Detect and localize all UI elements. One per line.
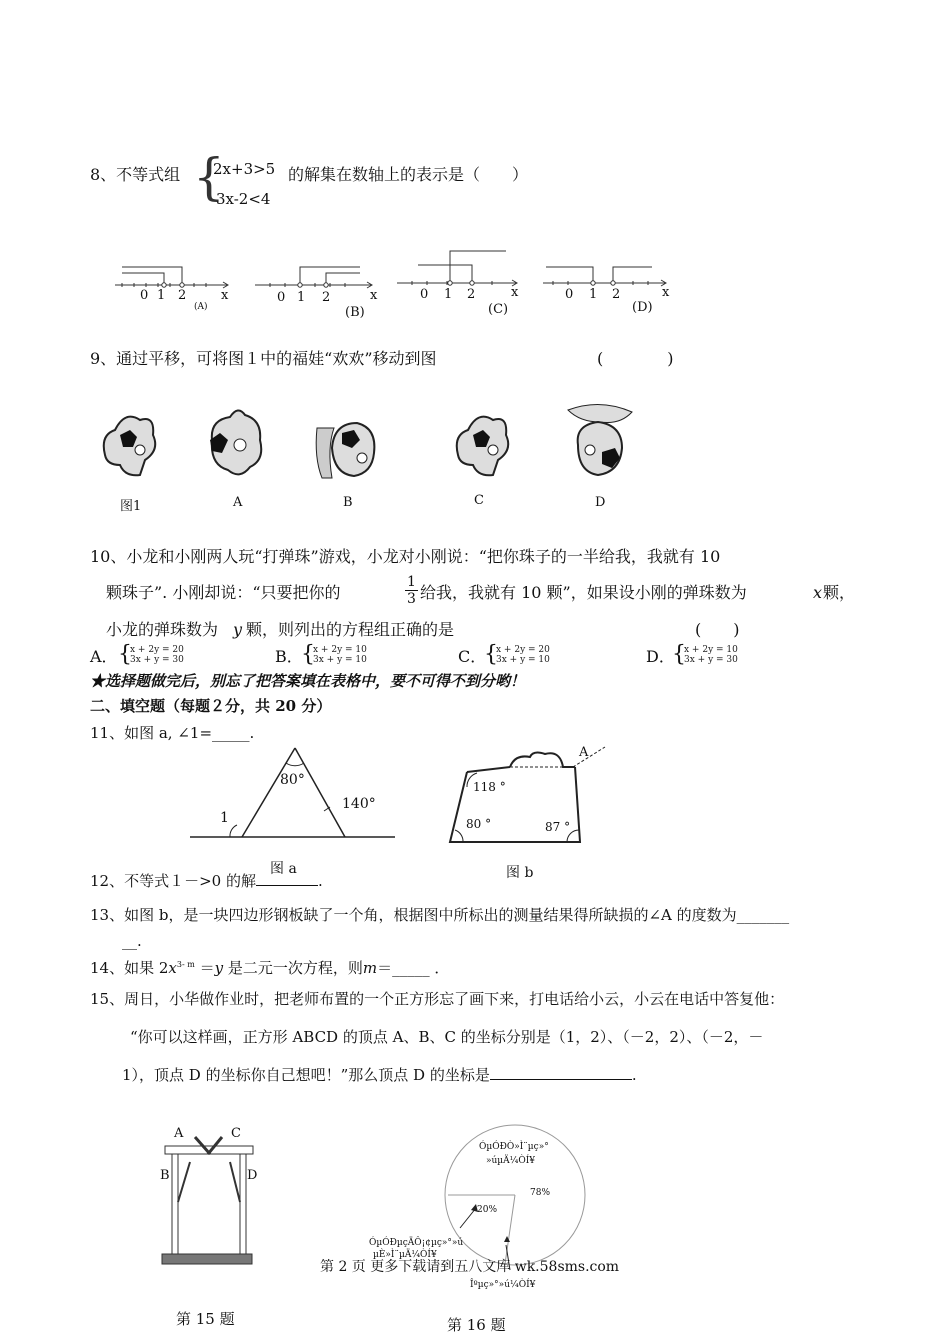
q12-text: [90, 870, 323, 892]
q10-line3b: 颗，则列出的方程组正确的是: [246, 620, 455, 639]
q10-line2a: 颗珠子”. 小刚却说：“只要把你的: [106, 583, 341, 602]
fig15-label-d: D: [247, 1168, 258, 1183]
q10-opt-b-label: B．: [275, 647, 303, 666]
q10-fraction: [405, 574, 418, 607]
q15-line3: [122, 1064, 637, 1086]
pie-label-bottom: Îºµç»°»ú¼ÒÍ¥: [470, 1280, 536, 1290]
q8-b-tick1: 1: [297, 290, 306, 305]
q10-frac-den: 3: [407, 591, 416, 607]
q8-c-tick2: 2: [467, 287, 476, 302]
q8-c-axis: x: [511, 285, 519, 300]
q10-var-y: y: [233, 620, 243, 639]
q9-label-c: C: [474, 493, 484, 508]
fig-a-angle-1: 1: [220, 810, 229, 826]
q13-text: 13、如图 b，是一块四边形钢板缺了一个角，根据图中所标出的测量结果得所缺损的∠A 的度数为_______: [90, 906, 790, 924]
q8-d-axis: x: [662, 285, 670, 300]
q8-prefix: 8、不等式组: [90, 165, 181, 184]
q12-tail: .: [317, 872, 323, 890]
q14-exponent: 3- m: [176, 960, 195, 969]
q14-end: ＝_____ ．: [377, 959, 450, 977]
pie-title-line2: »úµÄ¼ÒÍ¥: [486, 1156, 536, 1166]
q10-line2c: 颗，: [823, 583, 856, 602]
q9-label-fig1: 图1: [120, 499, 142, 514]
fuwa-a: [200, 405, 270, 485]
q10-opt-b-eq1: x + 2y = 10: [313, 645, 367, 655]
q10-line3a: 小龙的弹珠数为: [106, 620, 219, 639]
fig-b-angle-118: 118 °: [473, 780, 506, 794]
q8-ineq1: 2x+3>5: [213, 160, 276, 178]
pie-title-line1: ÓµÓÐÒ»Ì¨µç»°: [479, 1142, 549, 1152]
q12-label: 12、不等式１－>0 的解: [90, 872, 256, 890]
fig-a-angle-80: 80°: [280, 772, 305, 788]
q8-d-label: (D): [632, 300, 653, 315]
q9-paren: ( ): [597, 349, 674, 368]
q10-opt-d-label: D．: [646, 647, 675, 666]
numberline-a: [110, 245, 240, 320]
q10-line2b: 给我，我就有 10 颗”，如果设小刚的弹珠数为: [420, 583, 747, 602]
q8-suffix: 的解集在数轴上的表示是（ ）: [288, 165, 529, 184]
q10-opt-a-brace: {: [118, 642, 132, 667]
q10-opt-c-label: C．: [458, 647, 487, 666]
q14-pre: 14、如果 2: [90, 959, 169, 977]
q8-ineq2: 3x-2<4: [216, 190, 271, 208]
q15-end: .: [631, 1066, 637, 1084]
q13-tail: __.: [122, 932, 142, 950]
q8-a-label: (A): [194, 302, 208, 312]
q8-d-tick2: 2: [612, 287, 621, 302]
fig16-caption: 第 16 题: [447, 1316, 506, 1334]
q8-d-tick1: 1: [589, 287, 598, 302]
q8-c-tick0: 0: [420, 287, 429, 302]
fuwa-fig1: [95, 405, 165, 485]
q15-line1: 15、周日，小华做作业时，把老师布置的一个正方形忘了画下来，打电话给小云，小云在电话中答复他：: [90, 990, 785, 1008]
q8-a-tick2: 2: [178, 288, 187, 303]
q15-blank[interactable]: [490, 1079, 632, 1080]
q10-opt-a-label: A．: [90, 647, 118, 666]
q14-post: 是二元一次方程，则: [223, 959, 363, 977]
pie-pct-20: 20%: [477, 1205, 498, 1215]
fig15-caption: 第 15 题: [176, 1310, 235, 1328]
fig15-label-b: B: [160, 1168, 170, 1183]
q11-text: 11、如图 a, ∠1=_____.: [90, 724, 255, 742]
q10-opt-c-eq2: 3x + y = 10: [496, 655, 550, 665]
q10-frac-num: 1: [407, 574, 416, 590]
q10-var-x: x: [813, 583, 823, 602]
q8-a-tick0: 0: [140, 288, 149, 303]
q8-c-label: (C): [488, 302, 509, 317]
page-footer: 第 2 页 更多下载请到五八文库 wk.58sms.com: [320, 1259, 620, 1275]
q8-a-tick1: 1: [157, 288, 166, 303]
q9-text: 9、通过平移，可将图１中的福娃“欢欢”移动到图: [90, 349, 437, 368]
q10-opt-d-eq1: x + 2y = 10: [684, 645, 738, 655]
q8-c-tick1: 1: [444, 287, 453, 302]
pie-label-left-1: ÓµÓÐµçÄÔ¡¢µç»°»ú: [369, 1238, 464, 1248]
fig-b-corner-a: A: [579, 745, 589, 760]
q12-blank[interactable]: [256, 885, 318, 886]
q8-b-tick0: 0: [277, 290, 286, 305]
q14-y: y: [214, 959, 224, 977]
q15-line2: “你可以这样画，正方形 ABCD 的顶点 A、B、C 的坐标分别是（1，2）、（－2，2）、（－2，－: [130, 1028, 764, 1046]
q10-opt-d-eq2: 3x + y = 30: [684, 655, 738, 665]
q8-a-axis: x: [221, 288, 229, 303]
q8-b-label: (B): [345, 305, 365, 320]
q15-line3-text: 1），顶点 D 的坐标你自己想吧！”那么顶点 D 的坐标是: [122, 1066, 490, 1084]
fig-b-angle-87: 87 °: [545, 820, 571, 834]
fig-a-caption: 图 a: [270, 861, 297, 877]
q8-b-axis: x: [370, 288, 378, 303]
q10-opt-d-brace: {: [672, 642, 686, 667]
q8-brace: {: [193, 148, 225, 206]
section2-heading: 二、填空题（每题２分，共 20 分）: [90, 697, 332, 715]
q8-b-tick2: 2: [322, 290, 331, 305]
fuwa-b: [312, 408, 387, 488]
fuwa-d: [560, 400, 640, 485]
figure-15-frame: [160, 1132, 260, 1272]
figure-a-triangle: [190, 745, 400, 845]
fuwa-c: [448, 405, 518, 485]
q10-opt-c-brace: {: [484, 642, 498, 667]
q9-label-d: D: [595, 495, 606, 510]
q14-text: [90, 954, 449, 979]
numberline-d: [538, 245, 678, 320]
q8-d-tick0: 0: [565, 287, 574, 302]
fig-a-angle-140: 140°: [342, 796, 376, 812]
notice-text: ★选择题做完后，别忘了把答案填在表格中，要不可得不到分哟！: [90, 672, 526, 690]
q14-x: x: [168, 959, 177, 977]
q9-label-a: A: [233, 495, 243, 510]
q10-opt-b-eq2: 3x + y = 10: [313, 655, 367, 665]
q10-paren: ( ): [695, 620, 740, 639]
fig-b-caption: 图 b: [506, 865, 534, 881]
q10-opt-c-eq1: x + 2y = 20: [496, 645, 550, 655]
q9-label-b: B: [343, 495, 353, 510]
fig-b-angle-80: 80 °: [466, 817, 492, 831]
q10-opt-a-eq1: x + 2y = 20: [130, 645, 184, 655]
fig15-label-c: C: [231, 1126, 241, 1141]
q10-opt-b-brace: {: [301, 642, 315, 667]
pie-pct-78: 78%: [530, 1188, 551, 1198]
q14-m: m: [362, 959, 378, 977]
pie-label-left-2: µÈ»Ì¨µÄ¼ÒÍ¥: [373, 1250, 437, 1260]
q10-line1: 10、小龙和小刚两人玩“打弹珠”游戏，小龙对小刚说：“把你珠子的一半给我，我就有 10: [90, 547, 721, 566]
q14-mid: ＝: [194, 959, 215, 977]
q10-opt-a-eq2: 3x + y = 30: [130, 655, 184, 665]
fig15-label-a: A: [174, 1126, 184, 1141]
